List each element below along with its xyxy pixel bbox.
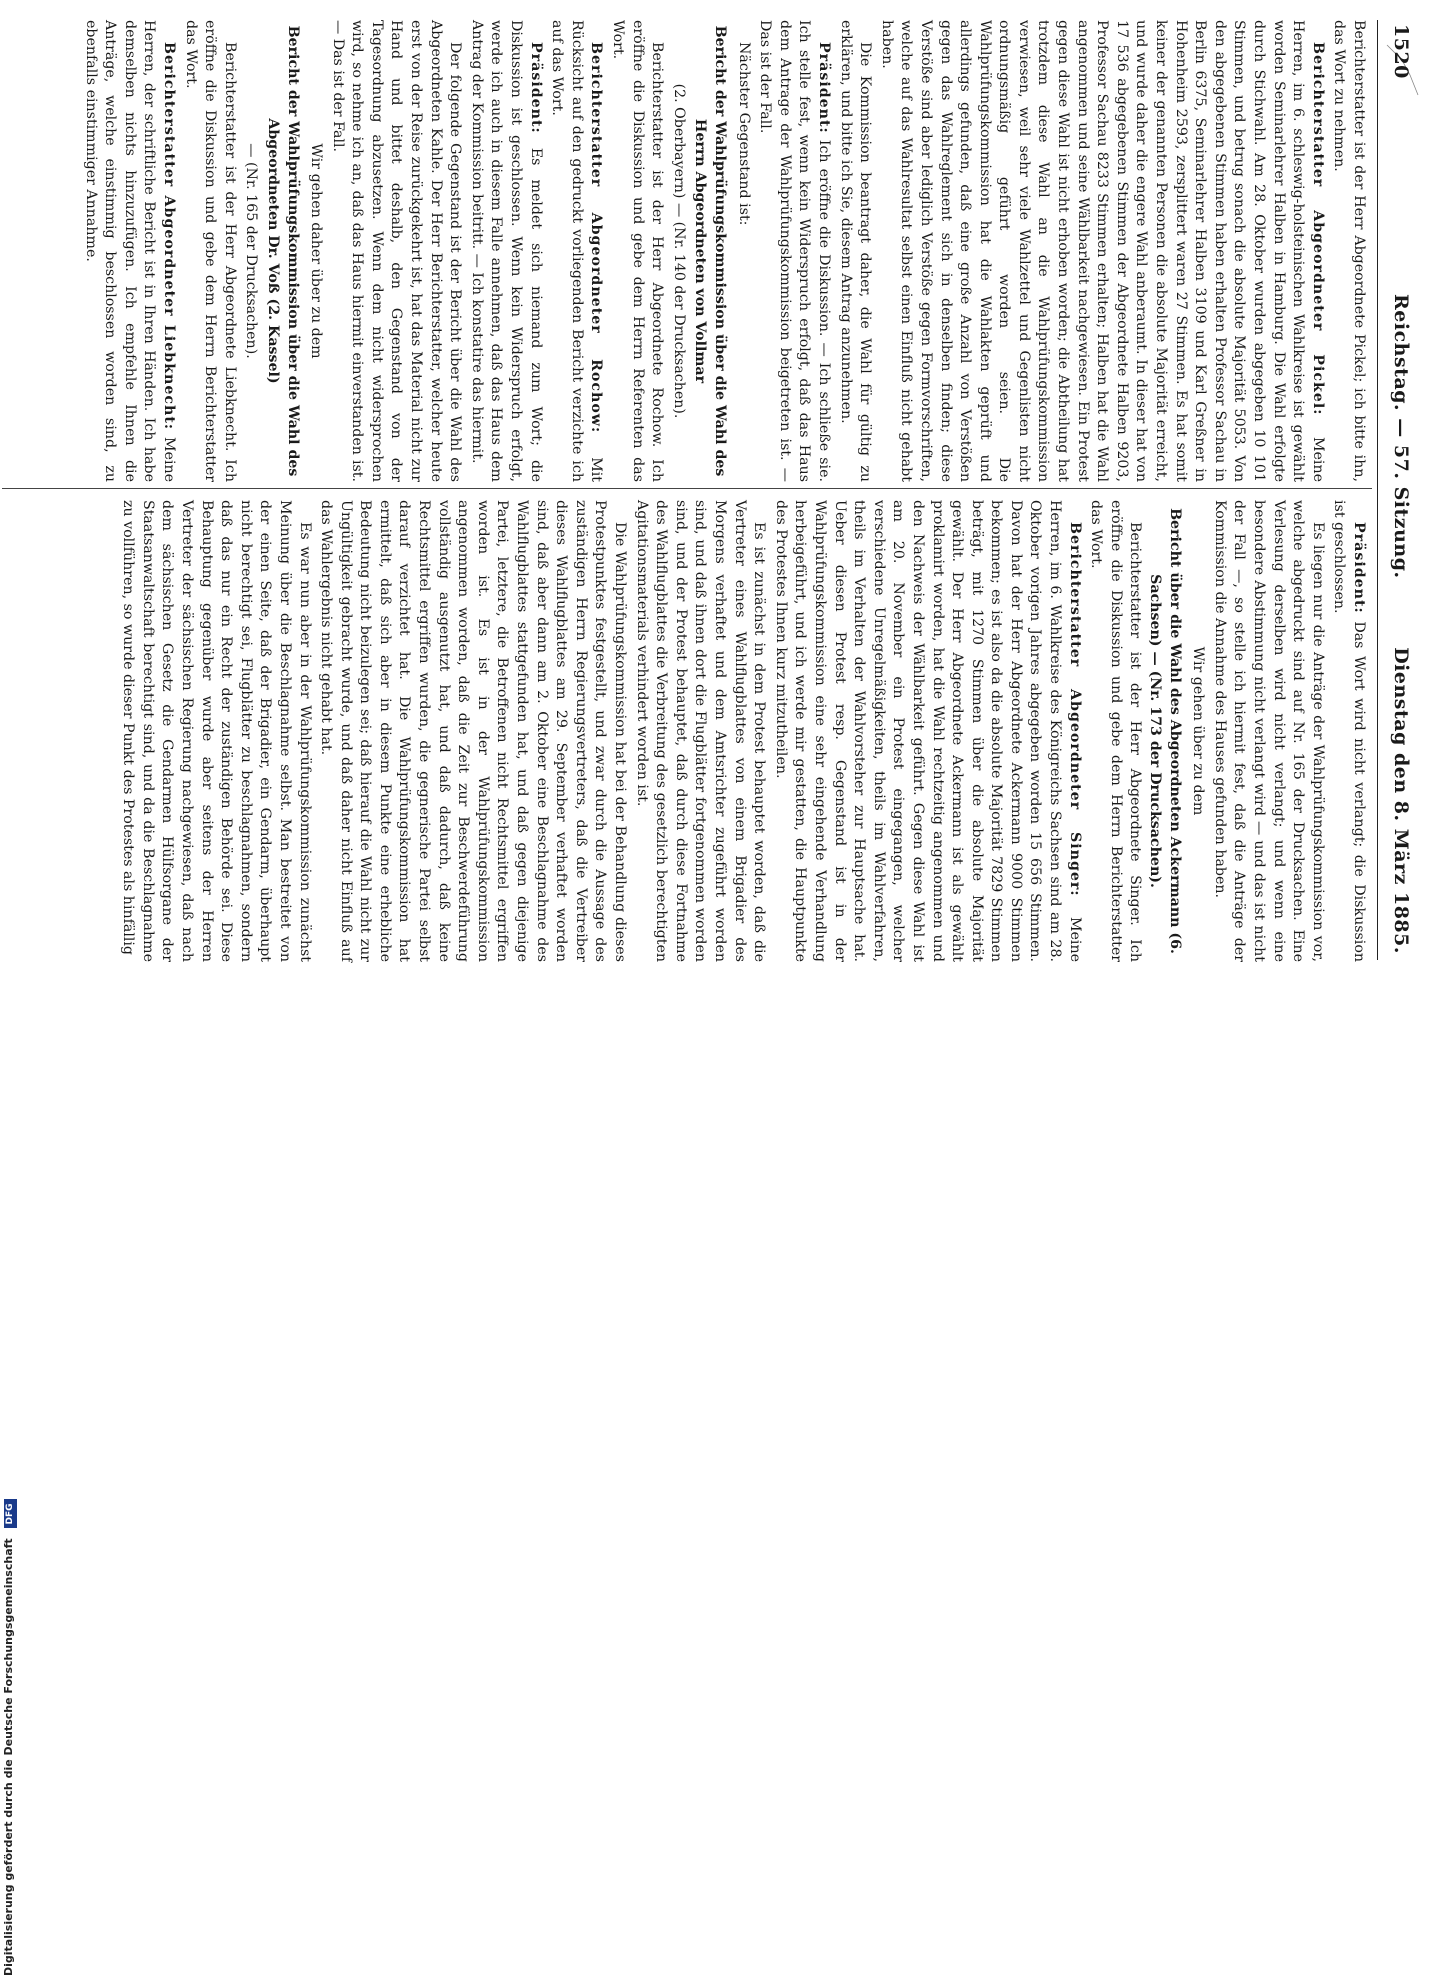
paragraph: Es ist zunächst in dem Protest behauptet worden, daß die Vertreter eines Wahlflugblattes von einem Brigadier des Morgens verhaftet und dem Amtsrichter zugeführt worden sind, und daß ihnen dort die Flugblätter fortgenommen worden sind, und der Protest behauptet, daß durch diese Fortnahme des Wahlflugblattes die Verbreitung des gesetzlich berechtigten Agitationsmaterials verhindert worden ist. xyxy=(633,500,768,962)
right-column xyxy=(116,500,1368,962)
paragraph: Berichterstatter ist der Herr Abgeordnete Singer. Ich eröffne die Diskussion und gebe dem Herrn Berichterstatter das Wort. xyxy=(1088,500,1144,962)
footer-text xyxy=(2,976,16,1976)
speech-text: Meine Herren, der schriftliche Bericht ist in Ihren Händen. Ich habe demselben nichts hinzuzufügen. Ich empfehle Ihnen die Anträge, welche einstimmig beschlossen worden sind, zu ebenfalls einstimmiger Annahme. xyxy=(82,20,177,483)
left-column xyxy=(78,20,1368,482)
paragraph: Die Kommission beantragt daher, die Wahl für gültig zu erklären, und bitte ich Sie, diesem Antrag anzunehmen. xyxy=(837,20,874,482)
agenda-heading: Bericht über die Wahl des Abgeordneten Ackermann (6. Sachsen) — (Nr. 173 der Drucksachen). xyxy=(1147,508,1183,954)
paragraph: Es liegen nur die Anträge der Wahlprüfungskommission vor, welche abgedruckt sind auf Nr. 165 der Drucksachen. Eine Verlesung derselben wird nicht verlangt; und wenn eine besondere Abstimmung nicht verlangt wird — und das ist nicht der Fall —, so stelle ich hiermit fest, daß die Anträge der Kommission die Annahme des Hauses gefunden haben. xyxy=(1211,500,1326,962)
agenda-heading: Bericht der Wahlprüfungskommission über die Wahl des Abgeordneten Dr. Voß (2. Kassel) xyxy=(264,25,301,477)
paragraph: Wir gehen über zu dem xyxy=(1190,646,1207,816)
funding-credit: Digitalisierung gefördert durch die Deutsche Forschungsgemeinschaft xyxy=(2,1538,15,1976)
speaker: Präsident: xyxy=(815,42,832,134)
speech-text: Es meldet sich niemand zum Wort; die Diskussion ist geschlossen. Wenn kein Widerspruch erfolgt, werde ich auch in diesem Falle annehmen, daß das Haus dem Antrag der Kommission beitritt. — Ich konstatire das hiermit. xyxy=(468,20,544,482)
paragraph xyxy=(1329,500,1368,962)
paragraph: Berichterstatter ist der Herr Abgeordnete Liebknecht. Ich eröffne die Diskussion und gebe dem Herrn Berichterstatter das Wort. xyxy=(182,20,238,482)
speaker: Berichterstatter Abgeordneter Liebknecht: xyxy=(160,42,177,431)
paragraph: Berichterstatter ist der Herr Abgeordnete Pickel; ich bitte ihn, das Wort zu nehmen. xyxy=(1331,20,1367,482)
speaker: Berichterstatter Abgeordneter Rochow: xyxy=(588,42,605,434)
speaker: Präsident: xyxy=(1351,522,1367,614)
paragraph xyxy=(876,20,1327,482)
speech-text: Meine Herren, im 6. Wahlkreise des Königreichs Sachsen sind am 28. Oktober vorigen Jahres abgegeben worden 15 656 Stimmen. Davon hat der Herr Abgeordnete Ackermann 9000 Stimmen bekommen; es ist also da die absolute Majorität 7829 Stimmen beträgt, mit 1270 Stimmen über die absolute Majorität gewählt. Der Herr Abgeordnete Ackermann ist als gewählt proklamirt worden, hat die Wahl rechtzeitig angenommen und den Nachweis der Wählbarkeit geführt. Gegen diese Wahl ist am 20. November ein Protest eingegangen, welcher verschiedene Unregelmäßigkeiten, theils im Wahlverfahren, theils im Verhalten der Wahlvorsteher zur Hauptsache hat. Ueber diesen Protest resp. Gegenstand ist in der Wahlprüfungskommission eine sehr eingehende Verhandlung herbeigeführt, und ich werde mir gestatten, die Hauptpunkte des Protestes Ihnen kurz mitzutheilen. xyxy=(772,500,1083,962)
column-rule xyxy=(2,488,1372,489)
header-rule xyxy=(1377,20,1378,960)
paragraph: Nächster Gegenstand ist: xyxy=(735,42,752,226)
paragraph xyxy=(755,20,833,482)
dfg-logo-icon: DFG xyxy=(4,1499,17,1528)
agenda-subheading: — (Nr. 165 der Drucksachen). xyxy=(243,143,260,359)
speech-text: Das Wort wird nicht verlangt; die Diskussion ist geschlossen. xyxy=(1331,500,1367,963)
speech-text: Meine Herren, im 6. schleswig-holsteinischen Wahlkreise ist gewählt worden Seminarlehrer Halben in Hamburg. Die Wahl erfolgte durch Stichwahl. Am 28. Oktober wurden abgegeben 10 101 Stimmen, und betrug sonach die absolute Majorität 5053. Von den abgegebenen Stimmen haben erhalten Professor Sachau in Berlin 6375, Seminarlehrer Halben 3109 und Karl Greßner in Hohenheim 2593, zersplittert waren 27 Stimmen. Es hat somit keiner der genannten Personen die absolute Majorität erreicht, und wurde daher die engere Wahl anberaumt. In dieser hat von 17 536 abgegebenen Stimmen der Abgeordnete Halben 9203, Professor Sachau 8233 Stimmen erhalten; Halben hat die Wahl angenommen und seine Wählbarkeit nachgewiesen. Ein Protest gegen diese Wahl ist nicht erhoben worden; die Abtheilung hat trotzdem diese Wahl an die Wahlprüfungskommission verwiesen, weil sehr viele Wahlzettel und Gegenlisten nicht ordnungsmäßig geführt worden seien. Die Wahlprüfungskommission hat die Wahlakten geprüft und allerdings gefunden, daß eine große Anzahl von Verstößen gegen das Wahlreglement sich in denselben finden; diese Verstöße sind aber lediglich Verstöße gegen Formvorschriften, welche auf das Wahlresultat selbst einen Einfluß nicht gehabt haben. xyxy=(878,20,1326,482)
running-title: Reichstag. — 57. Sitzung. xyxy=(1390,294,1412,579)
speaker: Berichterstatter Abgeordneter Pickel: xyxy=(1309,42,1326,416)
paragraph: Wir gehen daher über zu dem xyxy=(308,143,325,359)
digitization-footer xyxy=(0,978,1432,1976)
paragraph: Berichterstatter ist der Herr Abgeordnete Rochow. Ich eröffne die Diskussion und gebe dem Herrn Referenten das Wort. xyxy=(610,20,666,482)
session-date: Dienstag den 8. März 1885. xyxy=(1390,647,1412,954)
speech-text: Ich eröffne die Diskussion. — Ich schließe sie. Ich stelle fest, wenn kein Widerspruch erfolgt, daß das Haus dem Antrage der Wahlprüfungskommission beigetreten ist. — Das ist der Fall. xyxy=(757,20,832,482)
paragraph: Die Wahlprüfungskommission hat bei der Behandlung dieses Protestpunktes festgestellt, und zwar durch die Aussage des zuständigen Herrn Regierungsvertreters, daß die Vertreiber dieses Wahlflugblattes am 29. September verhaftet worden sind, daß aber dann am 2. Oktober eine Beschlagnahme des Wahlflugblattes stattgefunden hat, und daß gegen diejenige Partei, letztere, die Betroffenen nicht Rechtsmittel ergriffen worden ist. Es ist in der Wahlprüfungskommission angenommen worden, daß die Zeit zur Beschwerdeführung vollständig ausgenutzt hat, und daß dadurch, daß keine Rechtsmittel ergriffen wurden, die gegnerische Partei selbst darauf verzichtet hat. Die Wahlprüfungskommission hat ermittelt, daß sich aber in diesem Punkte eine erhebliche Bedeutung nicht beizulegen sei; daß hierauf die Wahl nicht zur Ungültigkeit gebracht wurde, und daß daher nicht Einfluß auf das Wahlergebnis nicht gehabt hat. xyxy=(318,500,629,962)
page-header xyxy=(1372,24,1412,954)
speech-text: Mit Rücksicht auf den gedruckt vorliegenden Bericht verzichte ich auf das Wort. xyxy=(549,20,605,482)
paragraph: Es war nun aber in der Wahlprüfungskommission zunächst Meinung über die Beschlagnahme selbst. Man bestreitet von der einen Seite, daß der Brigadier, ein Gendarm, überhaupt nicht berechtigt sei, Flugblätter zu beschlagnahmen, sondern daß das nur ein Recht der zuständigen Behörde sei. Diese Behauptung gegenüber wurde aber seitens der Herren Vertreter der sächsischen Regierung nachgewiesen, daß nach dem sächsischen Gesetz die Gendarmen Hülfsorgane der Staatsanwaltschaft berechtigt sind, und da die Beschlagnahme zu vollführen, so wurde dieser Punkt des Protestes als hinfällig xyxy=(120,500,313,962)
paragraph xyxy=(547,20,606,482)
agenda-heading: Bericht der Wahlprüfungskommission über die Wahl des Herrn Abgeordneten von Vollmar xyxy=(692,25,728,477)
speaker: Berichterstatter Abgeordneter Singer: xyxy=(1066,522,1083,897)
paragraph: Der folgende Gegenstand ist der Bericht über die Wahl des Abgeordneten Kahle. Der Herr Berichterstatter, welcher heute erst von der Reise zurückgekehrt ist, hat das Material nicht zur Hand und bittet deshalb, den Gegenstand von der Tagesordnung abzusetzen. Wenn dem nicht widersprochen wird, so nehme ich an, daß das Haus hiermit einverstanden ist. — Das ist der Fall. xyxy=(329,20,464,482)
page-number: 1520 xyxy=(1390,24,1412,79)
speaker: Präsident: xyxy=(527,42,544,134)
paragraph xyxy=(80,20,178,482)
paragraph xyxy=(770,500,1084,962)
agenda-subheading: (2. Oberbayern) — (Nr. 140 der Drucksachen). xyxy=(670,83,687,419)
paragraph xyxy=(466,20,544,482)
